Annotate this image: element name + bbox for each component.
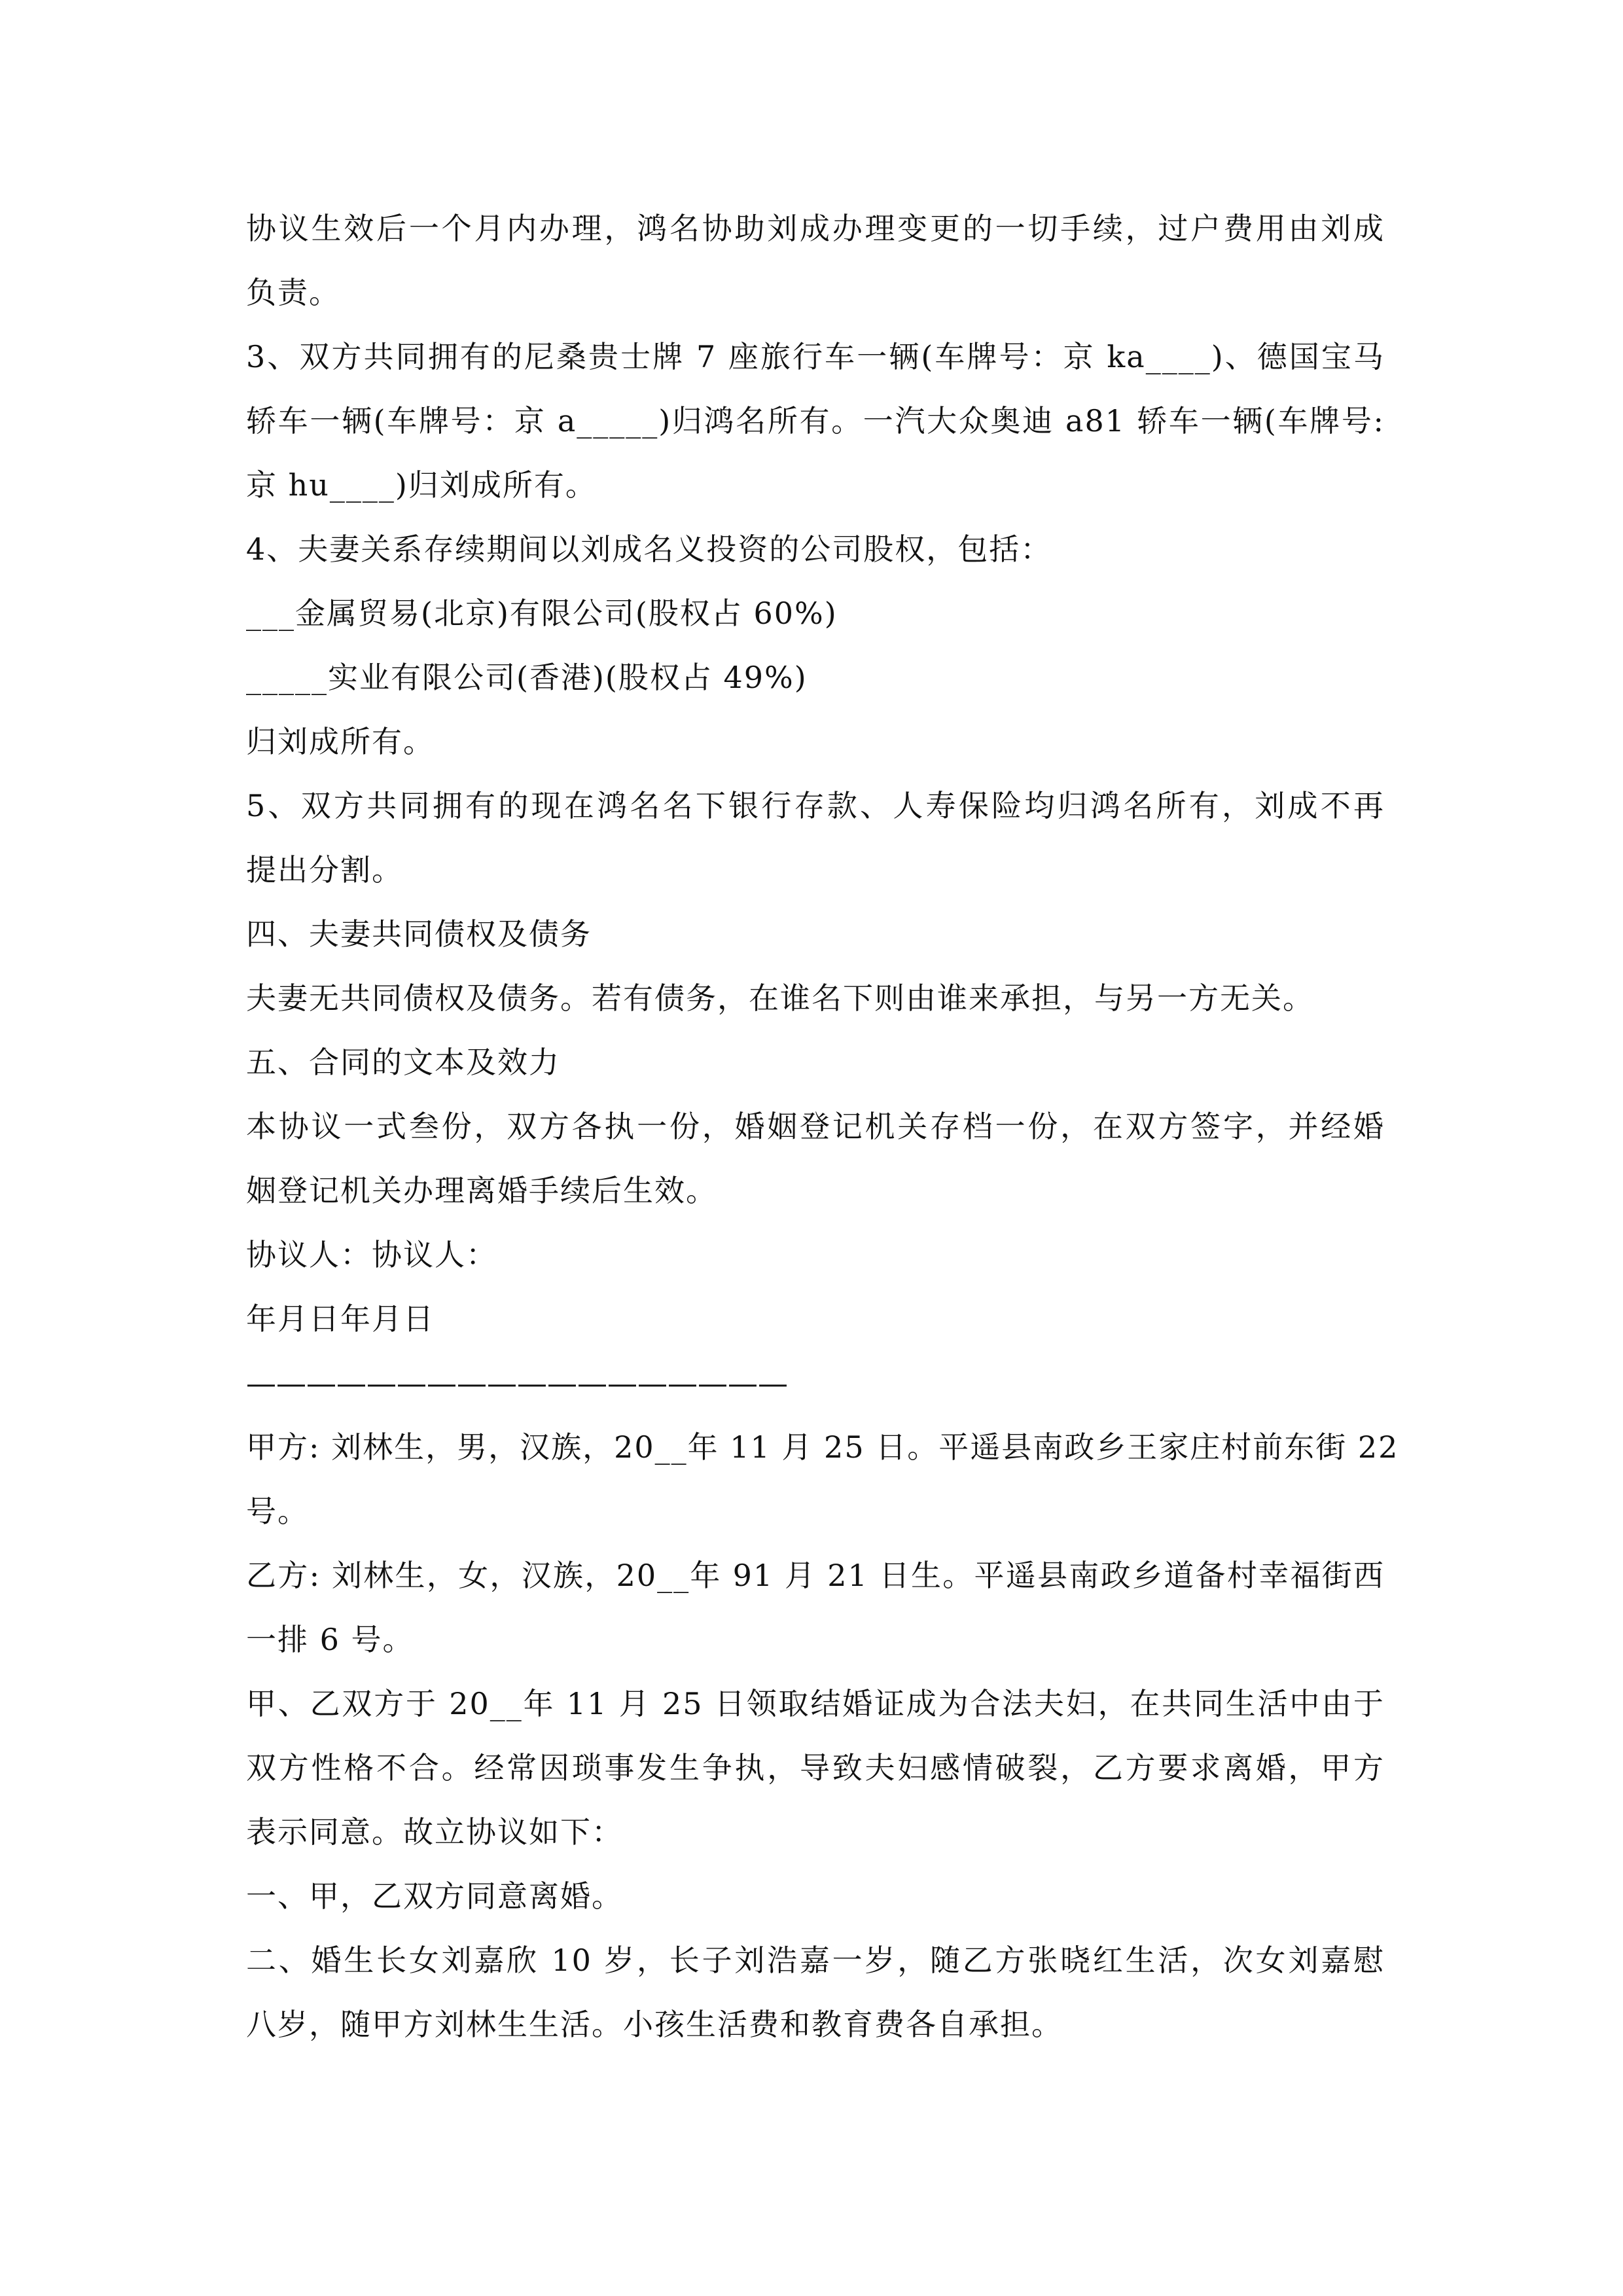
separator-rule: —————————————————— [246, 1365, 788, 1401]
text-line: 提出分割。 [246, 852, 403, 888]
text-line: 表示同意。故立协议如下： [246, 1814, 623, 1850]
text-line: 京 hu____)归刘成所有。 [246, 467, 597, 503]
text-line: 甲、乙双方于 20__年 11 月 25 日领取结婚证成为合法夫妇，在共同生活中由于 [246, 1686, 1385, 1721]
text-line: 乙方: 刘林生，女，汉族，20__年 91 月 21 日生。平遥县南政乡道备村幸福街西 [246, 1558, 1385, 1593]
text-line: 五、合同的文本及效力 [246, 1045, 560, 1080]
text-line: 一排 6 号。 [246, 1622, 414, 1657]
text-line: 甲方: 刘林生，男，汉族，20__年 11 月 25 日。平遥县南政乡王家庄村前东街 22 [246, 1429, 1399, 1465]
text-line: 4、夫妻关系存续期间以刘成名义投资的公司股权，包括： [246, 531, 1052, 567]
text-line: 八岁，随甲方刘林生生活。小孩生活费和教育费各自承担。 [246, 2007, 1063, 2042]
text-line: 双方性格不合。经常因琐事发生争执，导致夫妇感情破裂，乙方要求离婚，甲方 [246, 1750, 1385, 1785]
text-line: 负责。 [246, 275, 340, 310]
text-line: 3、双方共同拥有的尼桑贵士牌 7 座旅行车一辆(车牌号：京 ka____)、德国宝马 [246, 339, 1385, 374]
text-line: 协议人：协议人： [246, 1237, 497, 1272]
text-line: 夫妻无共同债权及债务。若有债务，在谁名下则由谁来承担，与另一方无关。 [246, 980, 1314, 1016]
text-line: _____实业有限公司(香港)(股权占 49%) [246, 660, 808, 695]
text-line: 5、双方共同拥有的现在鸿名名下银行存款、人寿保险均归鸿名所有，刘成不再 [246, 788, 1385, 823]
text-line: 本协议一式叁份，双方各执一份，婚姻登记机关存档一份，在双方签字，并经婚 [246, 1109, 1385, 1144]
text-line: 一、甲，乙双方同意离婚。 [246, 1878, 623, 1914]
text-line: 姻登记机关办理离婚手续后生效。 [246, 1173, 717, 1208]
text-line: ___金属贸易(北京)有限公司(股权占 60%) [246, 596, 838, 631]
text-line: 号。 [246, 1494, 309, 1529]
document-body [246, 196, 1399, 2056]
text-line: 归刘成所有。 [246, 724, 435, 759]
text-line: 协议生效后一个月内办理，鸿名协助刘成办理变更的一切手续，过户费用由刘成 [246, 211, 1385, 246]
text-line: 二、婚生长女刘嘉欣 10 岁，长子刘浩嘉一岁，随乙方张晓红生活，次女刘嘉慰 [246, 1943, 1385, 1978]
text-line: 四、夫妻共同债权及债务 [246, 916, 592, 952]
text-line: 轿车一辆(车牌号：京 a_____)归鸿名所有。一汽大众奥迪 a81 轿车一辆(车牌号: [246, 403, 1385, 439]
text-line: 年月日年月日 [246, 1301, 435, 1336]
